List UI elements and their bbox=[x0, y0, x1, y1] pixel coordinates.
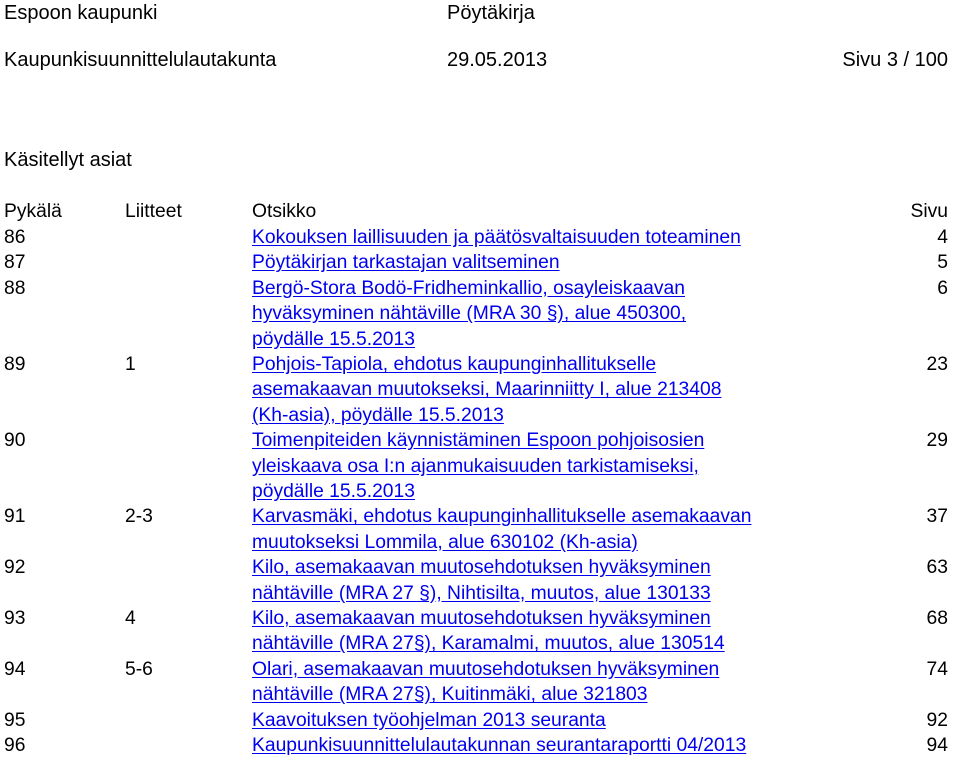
page-number: Sivu 3 / 100 bbox=[842, 49, 948, 71]
row-title-link[interactable]: pöydälle 15.5.2013 bbox=[252, 480, 415, 502]
row-title-link[interactable]: muutokseksi Lommila, alue 630102 (Kh-asia) bbox=[252, 531, 638, 553]
row-number: 89 bbox=[4, 353, 26, 375]
row-number: 91 bbox=[4, 506, 26, 528]
row-title-link[interactable]: pöydälle 15.5.2013 bbox=[252, 328, 415, 350]
row-number: 86 bbox=[4, 227, 26, 248]
document-type: Pöytäkirja bbox=[447, 2, 535, 24]
organization-name: Espoon kaupunki bbox=[4, 2, 158, 24]
row-title-link[interactable]: (Kh-asia), pöydälle 15.5.2013 bbox=[252, 404, 504, 426]
row-title bbox=[252, 708, 842, 733]
row-number: 95 bbox=[4, 709, 26, 731]
row-title-link[interactable]: Pöytäkirjan tarkastajan valitseminen bbox=[252, 252, 560, 274]
table-body bbox=[4, 225, 948, 758]
table-row bbox=[4, 733, 948, 758]
row-attachments: 5-6 bbox=[125, 658, 153, 680]
row-title bbox=[252, 428, 842, 504]
row-page: 4 bbox=[937, 227, 948, 248]
row-number: 88 bbox=[4, 277, 26, 299]
row-attachments: 1 bbox=[125, 353, 136, 375]
table-row bbox=[4, 504, 948, 555]
table-row bbox=[4, 555, 948, 606]
row-page: 37 bbox=[926, 506, 948, 528]
row-title-link[interactable]: Kaupunkisuunnittelulautakunnan seurantaraportti 04/2013 bbox=[252, 734, 747, 756]
row-title-link[interactable]: asemakaavan muutokseksi, Maarinniitty I, alue 213408 bbox=[252, 379, 722, 401]
row-title-link[interactable]: nähtäville (MRA 27§), Kuitinmäki, alue 321803 bbox=[252, 684, 648, 706]
row-title bbox=[252, 555, 842, 606]
column-header-title: Otsikko bbox=[252, 201, 317, 222]
row-page: 94 bbox=[926, 734, 948, 756]
column-header-attachments: Liitteet bbox=[125, 201, 182, 222]
row-title-link[interactable]: Toimenpiteiden käynnistäminen Espoon pohjoisosien bbox=[252, 430, 705, 452]
row-title bbox=[252, 657, 842, 708]
row-page: 63 bbox=[926, 557, 948, 579]
row-title-link[interactable]: Bergö-Stora Bodö-Fridheminkallio, osayleiskaavan bbox=[252, 277, 685, 299]
table-row bbox=[4, 657, 948, 708]
table-header bbox=[4, 198, 948, 225]
row-number: 94 bbox=[4, 658, 26, 680]
table-row bbox=[4, 276, 948, 352]
row-title-link[interactable]: Pohjois-Tapiola, ehdotus kaupunginhallitukselle bbox=[252, 353, 657, 375]
table-row bbox=[4, 225, 948, 250]
row-title-link[interactable]: Karvasmäki, ehdotus kaupunginhallitukselle asemakaavan bbox=[252, 506, 752, 528]
table-row bbox=[4, 250, 948, 275]
row-title bbox=[252, 276, 842, 352]
row-title-link[interactable]: Kilo, asemakaavan muutosehdotuksen hyväksyminen bbox=[252, 607, 711, 629]
row-page: 5 bbox=[937, 252, 948, 274]
row-number: 93 bbox=[4, 607, 26, 629]
meeting-date: 29.05.2013 bbox=[447, 49, 548, 71]
row-attachments: 2-3 bbox=[125, 506, 153, 528]
row-page: 23 bbox=[926, 353, 948, 375]
row-page: 74 bbox=[926, 658, 948, 680]
row-page: 92 bbox=[926, 709, 948, 731]
row-number: 96 bbox=[4, 734, 26, 756]
row-title-link[interactable]: Kokouksen laillisuuden ja päätösvaltaisuuden toteaminen bbox=[252, 227, 741, 248]
row-title-link[interactable]: Kaavoituksen työohjelman 2013 seuranta bbox=[252, 709, 606, 731]
row-number: 90 bbox=[4, 430, 26, 452]
section-title: Käsitellyt asiat bbox=[4, 149, 132, 171]
row-title-link[interactable]: Kilo, asemakaavan muutosehdotuksen hyväksyminen bbox=[252, 557, 711, 579]
row-title bbox=[252, 733, 842, 758]
row-title bbox=[252, 250, 842, 275]
table-row bbox=[4, 606, 948, 657]
row-page: 29 bbox=[926, 430, 948, 452]
agenda-table bbox=[4, 198, 948, 758]
row-title bbox=[252, 606, 842, 657]
row-title-link[interactable]: hyväksyminen nähtäville (MRA 30 §), alue 450300, bbox=[252, 303, 687, 325]
row-page: 68 bbox=[926, 607, 948, 629]
row-attachments: 4 bbox=[125, 607, 136, 629]
row-title-link[interactable]: nähtäville (MRA 27 §), Nihtisilta, muutos, alue 130133 bbox=[252, 582, 711, 604]
row-number: 87 bbox=[4, 252, 26, 274]
column-header-num: Pykälä bbox=[4, 201, 62, 222]
table-row bbox=[4, 352, 948, 428]
column-header-page: Sivu bbox=[910, 201, 948, 222]
table-row bbox=[4, 708, 948, 733]
row-page: 6 bbox=[937, 277, 948, 299]
row-title-link[interactable]: Olari, asemakaavan muutosehdotuksen hyväksyminen bbox=[252, 658, 720, 680]
table-row bbox=[4, 428, 948, 504]
row-number: 92 bbox=[4, 557, 26, 579]
row-title bbox=[252, 504, 842, 555]
row-title-link[interactable]: nähtäville (MRA 27§), Karamalmi, muutos, alue 130514 bbox=[252, 633, 725, 655]
committee-name: Kaupunkisuunnittelulautakunta bbox=[4, 49, 277, 71]
row-title bbox=[252, 225, 842, 250]
row-title bbox=[252, 352, 842, 428]
row-title-link[interactable]: yleiskaava osa I:n ajanmukaisuuden tarkistamiseksi, bbox=[252, 455, 699, 477]
